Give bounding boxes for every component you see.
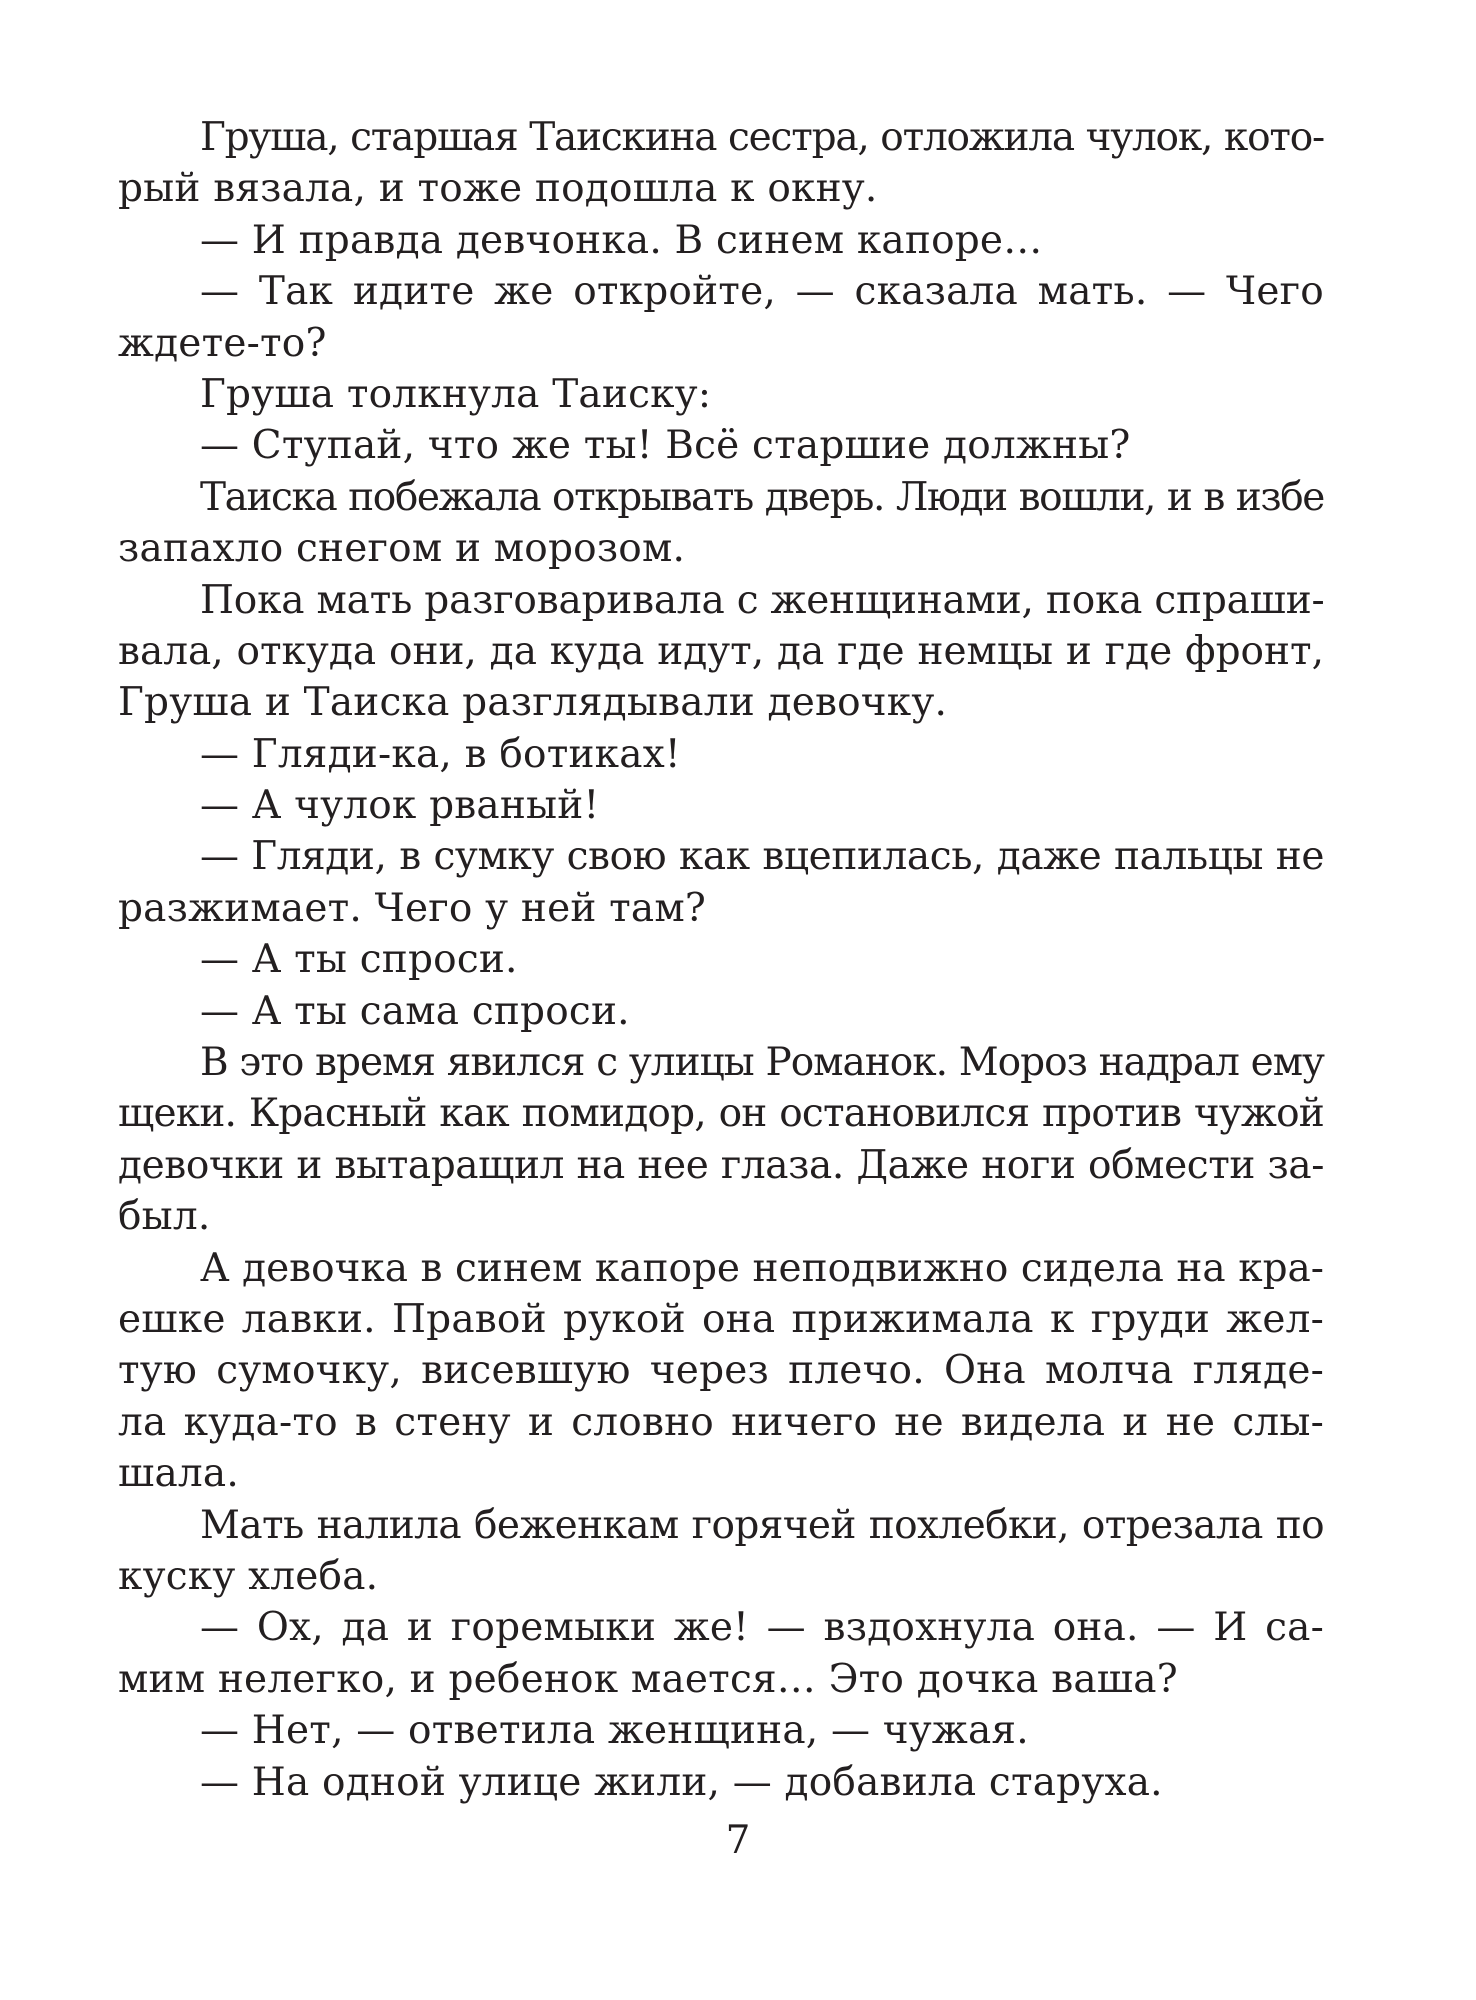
text-line: ждете-то? <box>118 320 327 366</box>
text-line: — И правда девчонка. В синем капоре… <box>200 217 1043 263</box>
text-line: — Ступай, что же ты! Всё старшие должны? <box>200 423 1131 469</box>
body-text <box>118 112 1324 1808</box>
text-line: куску хлеба. <box>118 1553 379 1599</box>
text-line: — А ты спроси. <box>200 937 518 983</box>
text-line: девочки и вытаращил на нее глаза. Даже ноги обмести за- <box>118 1142 1324 1188</box>
text-line: В это время явился с улицы Романок. Мороз надрал ему <box>200 1040 1324 1086</box>
text-line: разжимает. Чего у ней там? <box>118 885 707 931</box>
text-line: — А чулок рваный! <box>200 783 600 829</box>
text-line: Таиска побежала открывать дверь. Люди вошли, и в избе <box>200 474 1324 520</box>
text-line: — Гляди-ка, в ботиках! <box>200 731 681 777</box>
text-line: А девочка в синем капоре неподвижно сидела на кра- <box>200 1245 1324 1291</box>
text-line: — Нет, — ответила женщина, — чужая. <box>200 1708 1029 1754</box>
text-line: Мать налила беженкам горячей похлебки, отрезала по <box>200 1502 1324 1548</box>
page-number: 7 <box>725 1818 751 1863</box>
text-line: запахло снегом и морозом. <box>118 526 686 572</box>
text-line: — А ты сама спроси. <box>200 988 630 1034</box>
text-line: ешке лавки. Правой рукой она прижимала к груди жел- <box>118 1296 1324 1342</box>
text-line: шала. <box>118 1451 239 1497</box>
text-line: был. <box>118 1194 211 1240</box>
text-line: Груша, старшая Таискина сестра, отложила чулок, кото- <box>200 115 1324 160</box>
text-line: мим нелегко, и ребенок мается… Это дочка ваша? <box>118 1656 1178 1702</box>
text-line: — На одной улице жили, — добавила старуха. <box>200 1759 1163 1805</box>
text-line: щеки. Красный как помидор, он остановился против чужой <box>118 1091 1324 1137</box>
text-line: — Ох, да и горемыки же! — вздохнула она. — И са- <box>200 1605 1324 1651</box>
text-line: вала, откуда они, да куда идут, да где немцы и где фронт, <box>118 628 1324 674</box>
text-line: Груша толкнула Таиску: <box>200 371 712 417</box>
text-line: рый вязала, и тоже подошла к окну. <box>118 166 878 212</box>
text-line: Груша и Таиска разглядывали девочку. <box>118 680 948 726</box>
text-line: Пока мать разговаривала с женщинами, пока спраши- <box>200 577 1325 623</box>
text-line: тую сумочку, висевшую через плечо. Она молча гляде- <box>118 1348 1324 1394</box>
text-line: — Гляди, в сумку свою как вцепилась, даже пальцы не <box>200 834 1324 880</box>
text-line: — Так идите же откройте, — сказала мать. — Чего <box>200 269 1324 315</box>
text-line: ла куда-то в стену и словно ничего не видела и не слы- <box>118 1399 1324 1445</box>
